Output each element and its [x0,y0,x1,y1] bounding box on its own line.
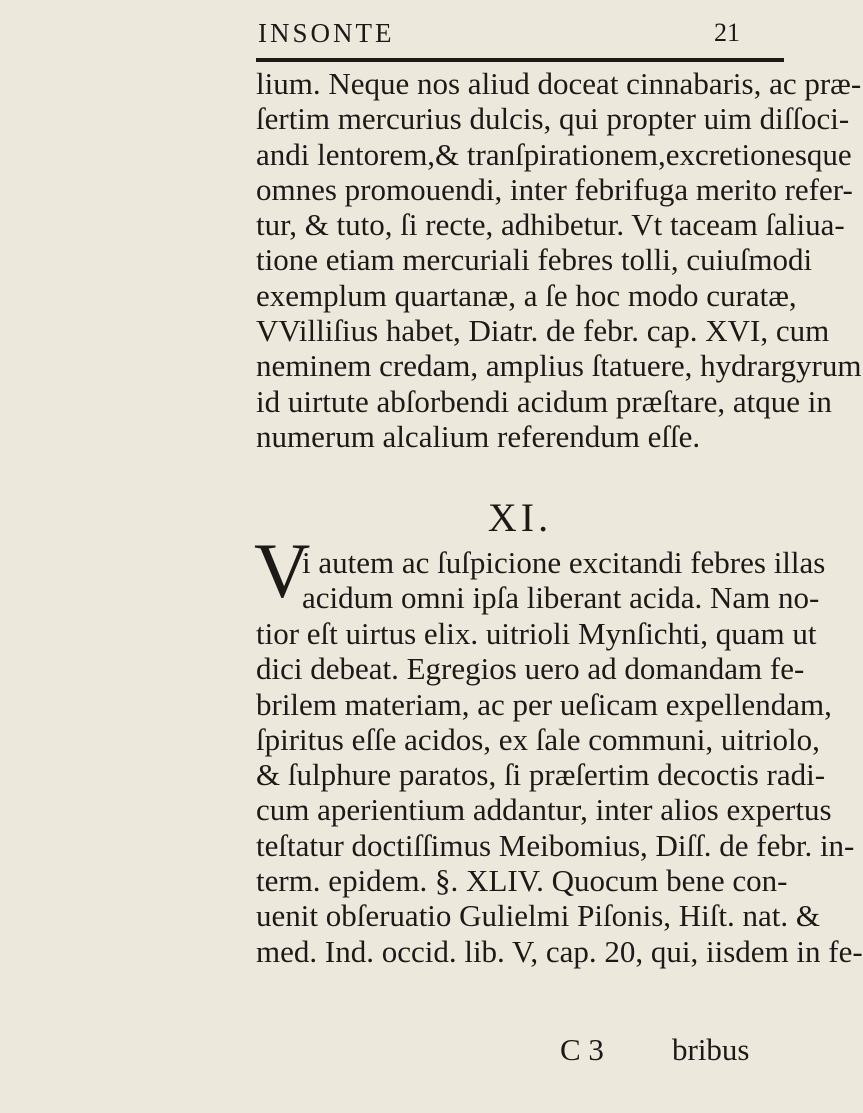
page-number: 21 [714,18,740,47]
text-line: andi lentorem,& tranſpirationem,excretionesque [256,136,852,172]
text-line: term. epidem. §. XLIV. Quocum bene con- [256,863,788,899]
text-line: VVilliſius habet, Diatr. de febr. cap. XVI, cum [256,313,830,349]
text-line: med. Ind. occid. lib. V, cap. 20, qui, iisdem in fe- [256,933,863,969]
text-line: lium. Neque nos aliud doceat cinnabaris, ac præ- [256,66,862,101]
text-line: numerum alcalium referendum eſſe. [256,418,701,454]
section-heading: XI. [487,495,553,540]
drop-cap: V [254,527,311,614]
text-line: teſtatur doctiſſimus Meibomius, Diſſ. de febr. in- [256,827,855,863]
catchword: bribus [672,1032,750,1067]
text-line: & ſulphure paratos, ſi præſertim decoctis radi- [256,757,826,793]
signature-mark: C 3 [560,1032,604,1067]
text-line: acidum omni ipſa liberant acida. Nam no- [302,580,820,616]
text-line: i autem ac ſuſpicione excitandi febres illas [302,545,826,580]
text-line: omnes promouendi, inter febrifuga merito refer- [256,171,853,207]
text-line: dici debeat. Egregios uero ad domandam fe- [256,651,805,687]
text-line: ſpiritus eſſe acidos, ex ſale communi, uitriolo, [256,721,820,757]
text-line: ſertim mercurius dulcis, qui propter uim diſſoci- [256,101,850,137]
text-line: tione etiam mercuriali febres tolli, cuiuſmodi [256,242,813,278]
text-line: id uirtute abſorbendi acidum præſtare, atque in [256,383,832,419]
section-opening-lines [302,545,826,616]
text-line: brilem materiam, ac per ueſicam expellendam, [256,686,832,722]
text-line: neminem credam, amplius ſtatuere, hydrargyrum [256,348,862,384]
text-line: uenit obſeruatio Gulielmi Piſonis, Hiſt. nat. & [256,898,820,934]
text-line: cum aperientium addantur, inter alios expertus [256,792,832,828]
text-line: tur, & tuto, ſi recte, adhibetur. Vt taceam ſaliua- [256,207,845,243]
section-body [256,616,863,969]
text-line: tior eſt uirtus elix. uitrioli Mynſichti, quam ut [256,616,817,651]
paragraph-1 [256,66,862,454]
text-line: exemplum quartanæ, a ſe hoc modo curatæ, [256,277,797,313]
running-title: INSONTE [258,18,395,48]
header-rule [256,58,784,62]
